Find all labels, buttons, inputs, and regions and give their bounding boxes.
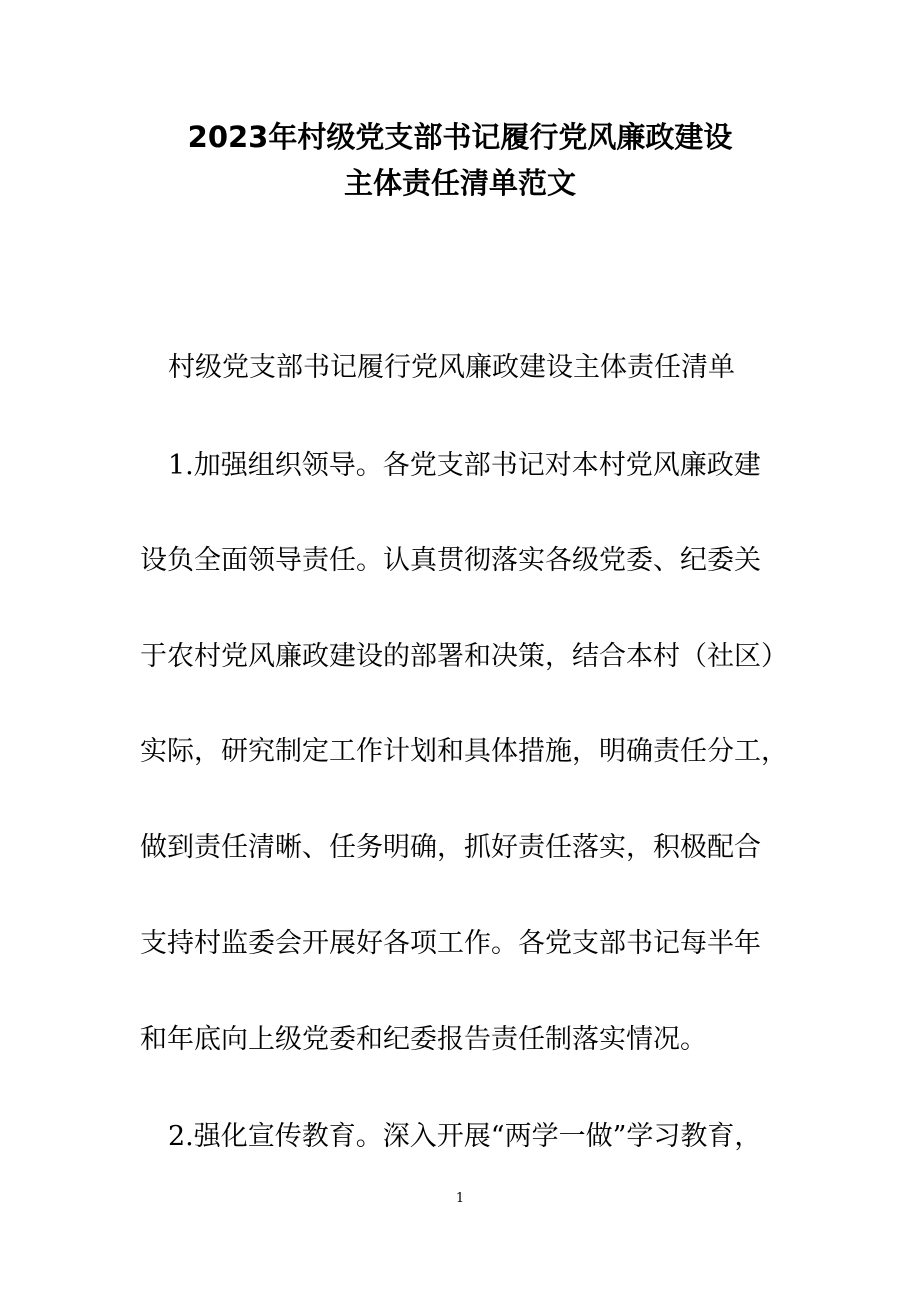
paragraph-line: 设负全面领导责任。认真贯彻落实各级党委、纪委关	[140, 545, 761, 576]
paragraph-line: 1.加强组织领导。各党支部书记对本村党风廉政建	[168, 450, 761, 481]
page-number: 1	[455, 1191, 465, 1206]
paragraph-line: 和年底向上级党委和纪委报告责任制落实情况。	[140, 1024, 707, 1055]
paragraph-line: 2.强化宣传教育。深入开展“两学一做”学习教育，	[168, 1121, 762, 1152]
section-heading: 村级党支部书记履行党风廉政建设主体责任清单	[168, 352, 735, 383]
paragraph-line: 支持村监委会开展好各项工作。各党支部书记每半年	[140, 928, 761, 959]
paragraph-line: 做到责任清晰、任务明确，抓好责任落实，积极配合	[140, 832, 761, 863]
paragraph-line: 于农村党风廉政建设的部署和决策，结合本村（社区）	[140, 641, 788, 672]
paragraph-line: 实际，研究制定工作计划和具体措施，明确责任分工，	[140, 736, 788, 767]
document-title-line-1: 2023年村级党支部书记履行党风廉政建设	[187, 120, 733, 154]
document-title-line-2: 主体责任清单范文	[343, 166, 576, 200]
